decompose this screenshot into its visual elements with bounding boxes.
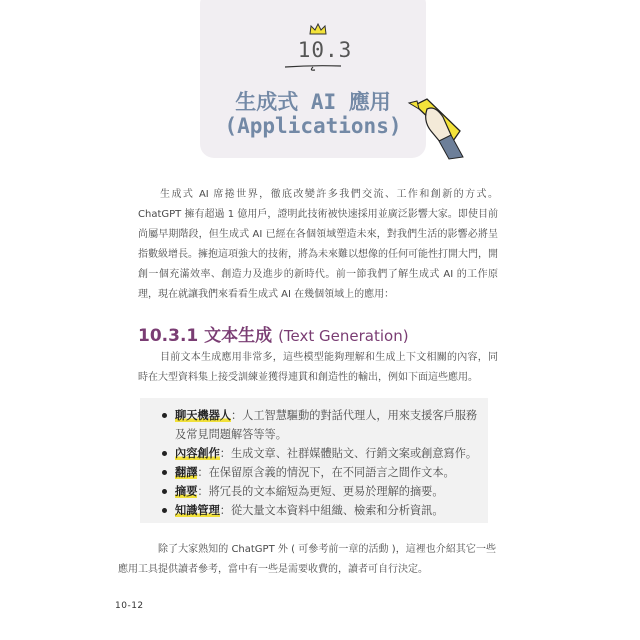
section-title-en: (Applications) (224, 114, 402, 138)
intro-paragraph: 生成式 AI 席捲世界，徹底改變許多我們交流、工作和創新的方式。ChatGPT 擁有超過 1 億用戶，證明此技術被快速採用並廣泛影響大家。即使目前尚屬早期階段，但生成式 AI 已經在各個領域塑造未來，對我們生活的影響必將呈指數級增長。擁抱這項強大的技術，將為未來難以想像的任何可能性打開大門，開創一個充滿效率、創造力及進步的新時代。前一節我們了解生成式 AI 的工作原理，現在就讓我們來看看生成式 AI 在幾個領域上的應用： (138, 189, 498, 300)
closing-paragraph: 除了大家熟知的 ChatGPT 外 ( 可參考前一章的活動 )，這裡也介紹其它一些應用工具提供讀者參考，當中有一些是需要收費的，讀者可自行決定。 (118, 544, 496, 575)
subsection-heading (138, 321, 409, 346)
subsection-title: 文本生成 (204, 326, 273, 346)
list-item: 摘要：將冗長的文本縮短為更短、更易於理解的摘要。 (162, 482, 478, 501)
subsection-paragraph: 目前文本生成應用非常多，這些模型能夠理解和生成上下文相關的內容，同時在大型資料集上接受訓練並獲得連貫和創造性的輸出，例如下面這些應用。 (138, 352, 498, 383)
crown-icon (308, 22, 328, 36)
applications-list-box (140, 398, 488, 523)
section-title: 生成式 AI 應用 (235, 90, 391, 114)
decorative-underline (283, 62, 343, 72)
list-item: 內容創作：生成文章、社群媒體貼文、行銷文案或創意寫作。 (162, 444, 478, 463)
subsection-number: 10.3.1 (138, 326, 199, 346)
subsection-title-en: (Text Generation) (278, 327, 409, 345)
list-item: 知識管理：從大量文本資料中組織、檢索和分析資訊。 (162, 501, 478, 520)
section-number: 10.3 (297, 38, 353, 62)
hand-highlighter-illustration (405, 95, 475, 160)
page-number: 10-12 (115, 601, 144, 611)
list-item: 翻譯：在保留原含義的情況下，在不同語言之間作文本。 (162, 463, 478, 482)
list-item: 聊天機器人：人工智慧驅動的對話代理人，用來支援客戶服務及常見問題解答等等。 (162, 406, 478, 444)
